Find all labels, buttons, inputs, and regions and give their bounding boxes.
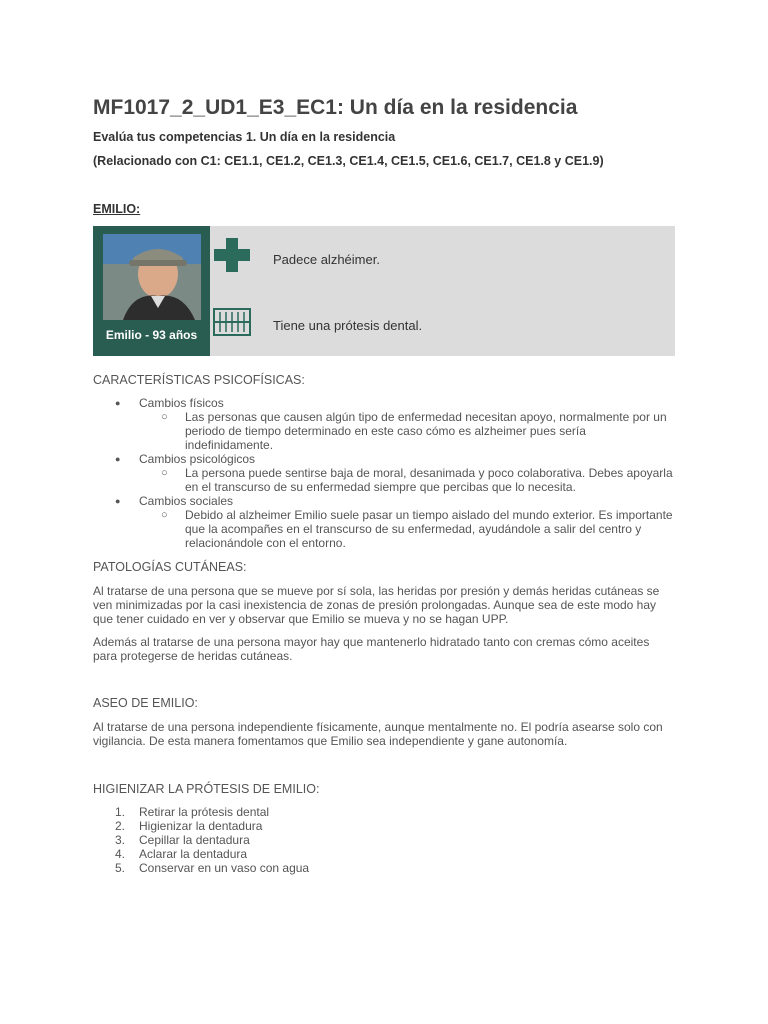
step-text: Retirar la prótesis dental [139, 805, 270, 819]
step-text: Conservar en un vaso con agua [139, 861, 310, 875]
psicofisicas-list [93, 396, 675, 550]
aseo-paragraph: Al tratarse de una persona independiente físicamente, aunque mentalmente no. El podría asearse solo con vigilancia. De esta manera fomentamos que Emilio sea independiente y gane autonomía. [93, 720, 663, 748]
patient-name-age: Emilio - 93 años [105, 328, 198, 342]
list-item-label: Cambios físicos [139, 396, 224, 410]
page-subtitle: Evalúa tus competencias 1. Un día en la residencia [93, 130, 396, 144]
list-item [93, 847, 309, 861]
medical-cross-icon [214, 238, 250, 272]
list-item [93, 805, 309, 819]
patologias-paragraph-1: Al tratarse de una persona que se mueve por sí sola, las heridas por presión y demás heridas cutáneas se ven minimizadas por la casi inexistencia de zonas de presión prolongadas. Aunque sea de este modo hay que tener cuidado en ver y observar que Emilio se mueva y no se hagan UPP. [93, 584, 660, 626]
list-item [93, 819, 309, 833]
section-heading-psicofisicas: CARACTERÍSTICAS PSICOFÍSICAS: [93, 373, 305, 387]
step-text: Aclarar la dentadura [139, 847, 248, 861]
patologias-paragraph-2: Además al tratarse de una persona mayor hay que mantenerlo hidratado tanto con cremas cómo aceites para protegerse de heridas cutáneas. [93, 635, 650, 663]
list-item-detail: ○ La persona puede sentirse baja de moral, desanimada y poco colaborativa. Debes apoyarla en el transcurso de su enfermedad siempre que percibas que lo necesita. [139, 466, 675, 494]
list-item [93, 452, 675, 494]
related-criteria: (Relacionado con C1: CE1.1, CE1.2, CE1.3, CE1.4, CE1.5, CE1.6, CE1.7, CE1.8 y CE1.9) [93, 154, 604, 168]
patient-fact-alzheimer: Padece alzhéimer. [273, 252, 380, 267]
list-item-label: Cambios psicológicos [139, 452, 256, 466]
list-item-label: Cambios sociales [139, 494, 234, 508]
list-item-detail: ○ Las personas que causen algún tipo de enfermedad necesitan apoyo, normalmente por un periodo de tiempo determinado en este caso cómo es alzheimer pues sería indefinidamente. [139, 410, 675, 452]
step-number: 2. [115, 819, 126, 833]
list-item-detail: ○ Debido al alzheimer Emilio suele pasar un tiempo aislado del mundo exterior. Es importante que la acompañes en el transcurso de su enfermedad, ayudándole a salir del centro y relacionándole con el entorno. [139, 508, 675, 550]
step-text: Higienizar la dentadura [139, 819, 263, 833]
patient-card-panel [93, 226, 210, 356]
patient-fact-prosthesis: Tiene una prótesis dental. [273, 318, 423, 333]
list-item [93, 833, 309, 847]
section-heading-aseo: ASEO DE EMILIO: [93, 696, 198, 710]
step-number: 5. [115, 861, 126, 875]
list-item [93, 396, 675, 452]
list-item [93, 861, 309, 875]
list-item [93, 494, 675, 550]
section-heading-protesis: HIGIENIZAR LA PRÓTESIS DE EMILIO: [93, 782, 320, 796]
dental-prosthesis-icon [213, 308, 251, 336]
patient-label: EMILIO: [93, 202, 141, 216]
step-text: Cepillar la dentadura [139, 833, 250, 847]
patient-card [93, 226, 675, 356]
step-number: 4. [115, 847, 126, 861]
patient-photo [103, 234, 201, 320]
section-heading-patologias: PATOLOGÍAS CUTÁNEAS: [93, 560, 247, 574]
page-title: MF1017_2_UD1_E3_EC1: Un día en la residencia [93, 96, 578, 119]
protesis-steps-list [93, 805, 309, 875]
step-number: 1. [115, 805, 126, 819]
step-number: 3. [115, 833, 126, 847]
